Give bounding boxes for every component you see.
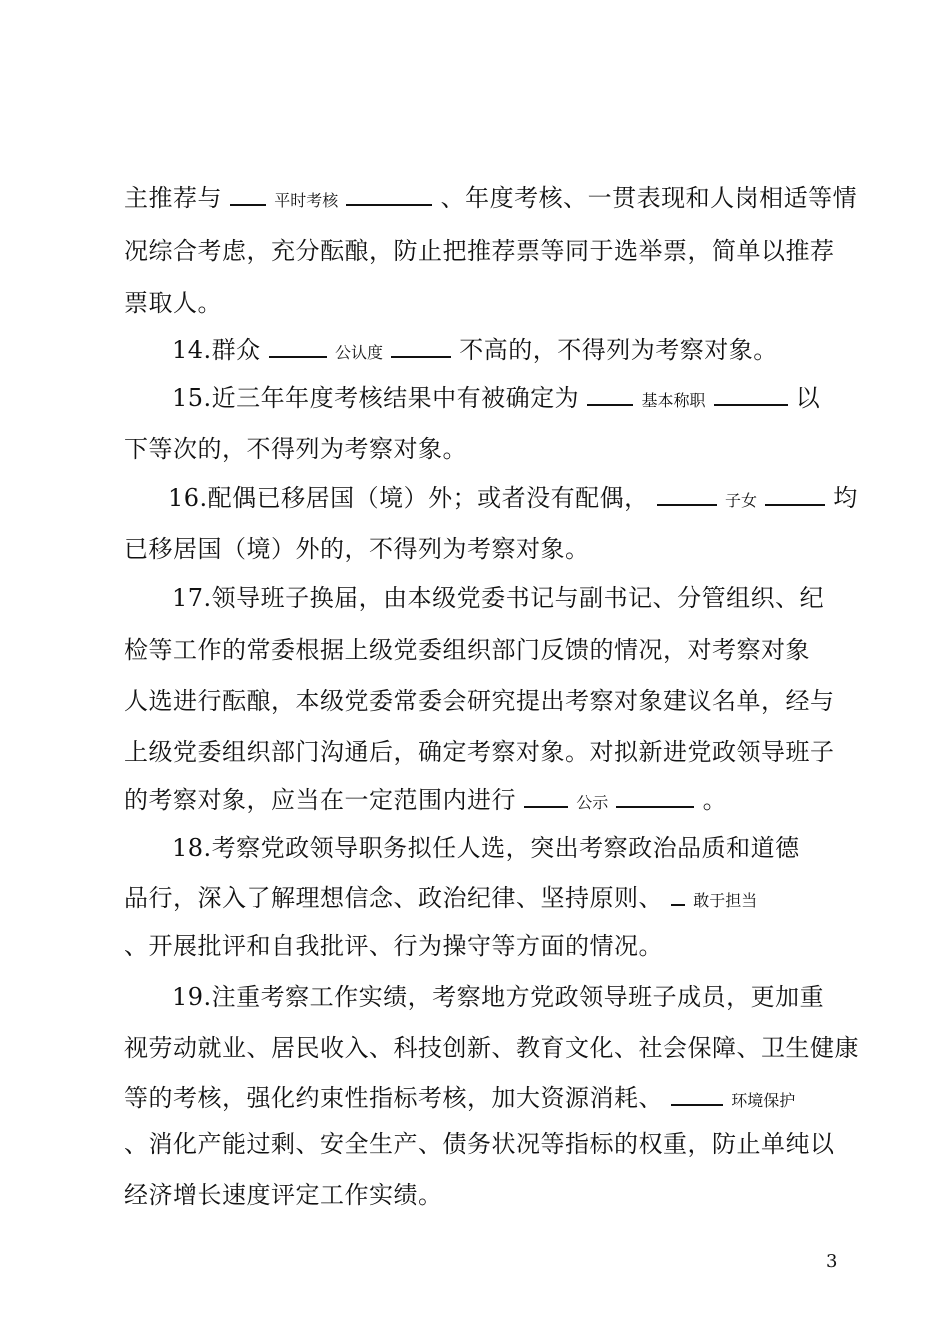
para15-line2: 下等次的，不得列为考察对象。 — [124, 435, 467, 463]
para13-line1 — [124, 178, 858, 218]
para17-line3: 人选进行酝酿，本级党委常委会研究提出考察对象建议名单，经与 — [124, 687, 835, 715]
para17-line5 — [124, 780, 840, 820]
para17-text-b: 。 — [702, 786, 728, 814]
para14-text-a: 14.群众 — [172, 336, 261, 364]
answer-text: 公认度 — [334, 343, 383, 362]
para19-text-a: 等的考核，强化约束性指标考核，加大资源消耗、 — [124, 1084, 663, 1112]
para18-line2 — [124, 878, 840, 918]
para15-text-a: 15.近三年年度考核结果中有被确定为 — [172, 384, 580, 412]
para17-text-a: 的考察对象，应当在一定范围内进行 — [124, 786, 516, 814]
para19-line1: 19.注重考察工作实绩，考察地方党政领导班子成员，更加重 — [172, 983, 825, 1011]
para18-line3: 、开展批评和自我批评、行为操守等方面的情况。 — [124, 932, 663, 960]
para13-line3: 票取人。 — [124, 289, 222, 317]
para18-text-a: 品行，深入了解理想信念、政治纪律、坚持原则、 — [124, 884, 663, 912]
para15-line1 — [172, 378, 840, 418]
blank-underline — [657, 482, 717, 506]
blank-underline — [230, 182, 266, 206]
para16-line2: 已移居国（境）外的，不得列为考察对象。 — [124, 535, 590, 563]
answer-text: 环境保护 — [731, 1091, 796, 1110]
para19-line4: 、消化产能过剩、安全生产、债务状况等指标的权重，防止单纯以 — [124, 1130, 835, 1158]
para17-line2: 检等工作的常委根据上级党委组织部门反馈的情况，对考察对象 — [124, 636, 810, 664]
para19-line3 — [124, 1078, 840, 1118]
para13-line1-text-b: 、年度考核、一贯表现和人岗相适等情 — [440, 184, 858, 212]
para16-text-b: 均 — [833, 484, 858, 512]
answer-text: 基本称职 — [641, 391, 706, 410]
answer-text: 平时考核 — [274, 191, 339, 210]
blank-underline — [391, 334, 451, 358]
blank-underline — [616, 784, 694, 808]
answer-text: 敢于担当 — [693, 891, 758, 910]
para14-line1 — [172, 330, 840, 370]
para16-line1 — [168, 478, 858, 518]
blank-underline — [671, 882, 685, 906]
para14-text-b: 不高的，不得列为考察对象。 — [459, 336, 778, 364]
para19-line5: 经济增长速度评定工作实绩。 — [124, 1181, 443, 1209]
blank-underline — [714, 382, 788, 406]
blank-underline — [269, 334, 327, 358]
blank-underline — [765, 482, 825, 506]
answer-text: 子女 — [724, 491, 757, 510]
para17-line1: 17.领导班子换届，由本级党委书记与副书记、分管组织、纪 — [172, 584, 825, 612]
para15-text-b: 以 — [795, 384, 821, 412]
para13-line1-text-a: 主推荐与 — [124, 184, 222, 212]
page-number: 3 — [826, 1251, 838, 1272]
blank-underline — [346, 182, 432, 206]
blank-underline — [524, 784, 568, 808]
para18-line1: 18.考察党政领导职务拟任人选，突出考察政治品质和道德 — [172, 834, 800, 862]
para13-line2: 况综合考虑，充分酝酿，防止把推荐票等同于选举票，简单以推荐 — [124, 237, 835, 265]
para19-line2: 视劳动就业、居民收入、科技创新、教育文化、社会保障、卫生健康 — [124, 1034, 859, 1062]
blank-underline — [587, 382, 633, 406]
para17-line4: 上级党委组织部门沟通后，确定考察对象。对拟新进党政领导班子 — [124, 738, 835, 766]
para16-text-a: 16.配偶已移居国（境）外；或者没有配偶， — [168, 484, 649, 512]
answer-text: 公示 — [576, 793, 609, 812]
blank-underline — [671, 1082, 723, 1106]
